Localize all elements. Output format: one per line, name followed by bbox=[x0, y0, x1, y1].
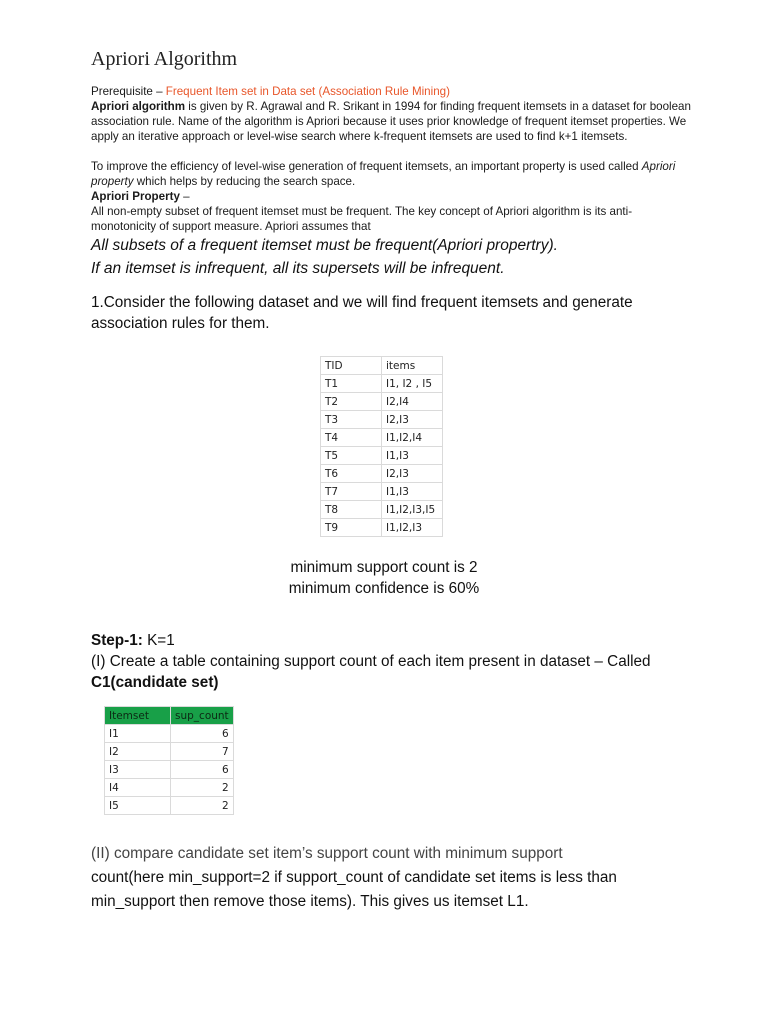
tid-cell: T4 bbox=[321, 429, 382, 447]
prerequisite-link[interactable]: Frequent Item set in Data set (Association Rule Mining) bbox=[165, 85, 450, 98]
apriori-property-line-2: If an itemset is infrequent, all its supersets will be infrequent. bbox=[91, 260, 505, 277]
header-items: items bbox=[382, 357, 443, 375]
itemset-cell: I4 bbox=[105, 779, 171, 797]
intro-paragraph bbox=[91, 99, 691, 144]
property-heading bbox=[91, 189, 691, 204]
step1-label: Step-1: bbox=[91, 632, 143, 649]
table-row bbox=[321, 375, 443, 393]
table-row bbox=[321, 483, 443, 501]
items-cell: I1,I2,I4 bbox=[382, 429, 443, 447]
prerequisite-label: Prerequisite – bbox=[91, 85, 163, 98]
tid-cell: T9 bbox=[321, 519, 382, 537]
efficiency-text: To improve the efficiency of level-wise generation of frequent itemsets, an important property is used called bbox=[91, 160, 642, 173]
apriori-property-line-1: All subsets of a frequent itemset must be frequent(Apriori propertry). bbox=[91, 237, 558, 254]
items-cell: I2,I3 bbox=[382, 411, 443, 429]
table-row bbox=[321, 411, 443, 429]
itemset-cell: I2 bbox=[105, 743, 171, 761]
compare-line-2: count(here min_support=2 if support_count of candidate set items is less than min_support then remove those items). This gives us itemset L1. bbox=[91, 869, 617, 910]
apriori-property-term: Apriori property bbox=[91, 160, 676, 188]
intro-paragraph-text: is given by R. Agrawal and R. Srikant in 1994 for finding frequent itemsets in a dataset for boolean association rule. Name of the algorithm is Apriori because it uses prior knowledge of frequent itemset properties. We apply an iterative approach or level-wise search where k-frequent itemsets are used to find k+1 itemsets. bbox=[91, 100, 691, 143]
efficiency-text-end: which helps by reducing the search space. bbox=[133, 175, 356, 188]
items-cell: I1,I3 bbox=[382, 447, 443, 465]
tid-cell: T2 bbox=[321, 393, 382, 411]
min-confidence-text: minimum confidence is 60% bbox=[288, 580, 480, 597]
items-cell: I2,I3 bbox=[382, 465, 443, 483]
table-row bbox=[105, 725, 234, 743]
tid-cell: T5 bbox=[321, 447, 382, 465]
compare-line-1: (II) compare candidate set item’s support count with minimum support bbox=[91, 845, 563, 862]
c1-candidate-set-term: C1(candidate set) bbox=[91, 674, 219, 691]
table-row bbox=[321, 429, 443, 447]
consider-dataset-text: 1.Consider the following dataset and we will find frequent itemsets and generate association rules for them. bbox=[91, 294, 633, 332]
sup-count-cell: 6 bbox=[171, 725, 234, 743]
itemset-cell: I1 bbox=[105, 725, 171, 743]
step1-description-text: (I) Create a table containing support count of each item present in dataset – Called bbox=[91, 653, 651, 670]
header-itemset: Itemset bbox=[105, 707, 171, 725]
apriori-algorithm-term: Apriori algorithm bbox=[91, 100, 186, 113]
tid-cell: T7 bbox=[321, 483, 382, 501]
property-heading-text: Apriori Property bbox=[91, 190, 180, 203]
table-row bbox=[321, 447, 443, 465]
itemset-cell: I3 bbox=[105, 761, 171, 779]
min-support-text: minimum support count is 2 bbox=[290, 559, 478, 576]
c1-candidate-table bbox=[104, 706, 234, 815]
itemset-cell: I5 bbox=[105, 797, 171, 815]
table-row bbox=[105, 761, 234, 779]
sup-count-cell: 7 bbox=[171, 743, 234, 761]
table-row bbox=[105, 779, 234, 797]
efficiency-paragraph bbox=[91, 159, 691, 189]
step1-heading bbox=[91, 630, 691, 651]
table-row bbox=[321, 465, 443, 483]
property-paragraph: All non-empty subset of frequent itemset must be frequent. The key concept of Apriori algorithm is its anti-monotonicity of support measure. Apriori assumes that bbox=[91, 205, 633, 233]
table-row bbox=[105, 797, 234, 815]
step1-k: K=1 bbox=[142, 632, 175, 649]
sup-count-cell: 6 bbox=[171, 761, 234, 779]
items-cell: I1,I3 bbox=[382, 483, 443, 501]
step1-description bbox=[91, 651, 691, 693]
transactions-table bbox=[320, 356, 443, 537]
items-cell: I2,I4 bbox=[382, 393, 443, 411]
table-row bbox=[105, 743, 234, 761]
property-heading-dash: – bbox=[179, 190, 190, 203]
sup-count-cell: 2 bbox=[171, 779, 234, 797]
items-cell: I1,I2,I3 bbox=[382, 519, 443, 537]
tid-cell: T6 bbox=[321, 465, 382, 483]
tid-cell: T1 bbox=[321, 375, 382, 393]
table-row bbox=[321, 393, 443, 411]
table-row bbox=[321, 501, 443, 519]
tid-cell: T3 bbox=[321, 411, 382, 429]
sup-count-cell: 2 bbox=[171, 797, 234, 815]
page-title: Apriori Algorithm bbox=[91, 48, 238, 70]
items-cell: I1,I2,I3,I5 bbox=[382, 501, 443, 519]
header-sup-count: sup_count bbox=[171, 707, 234, 725]
items-cell: I1, I2 , I5 bbox=[382, 375, 443, 393]
header-tid: TID bbox=[321, 357, 382, 375]
table-row bbox=[321, 519, 443, 537]
prerequisite-line bbox=[91, 84, 691, 99]
table-header-row bbox=[105, 707, 234, 725]
tid-cell: T8 bbox=[321, 501, 382, 519]
table-header-row bbox=[321, 357, 443, 375]
